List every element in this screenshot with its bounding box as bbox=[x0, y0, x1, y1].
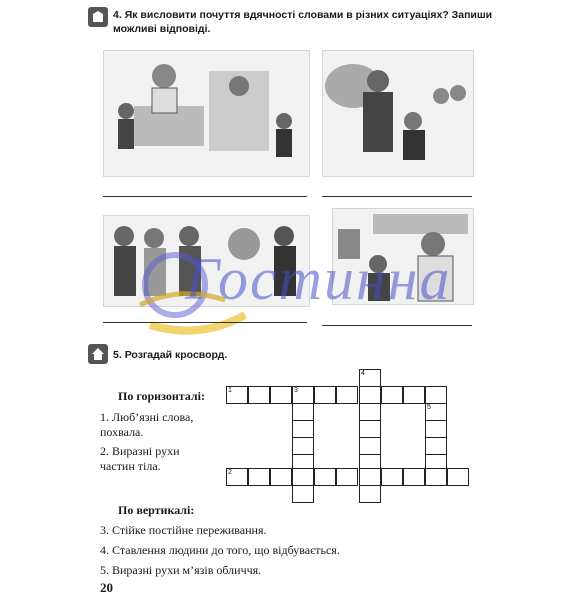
crossword-cell[interactable] bbox=[270, 386, 292, 404]
crossword-cell[interactable] bbox=[292, 420, 314, 438]
crossword-cell[interactable]: 3 bbox=[292, 386, 314, 404]
crossword-cell[interactable] bbox=[359, 403, 381, 421]
crossword-cell[interactable] bbox=[314, 468, 336, 486]
answer-line[interactable] bbox=[322, 325, 472, 326]
clue-horizontal-1: 1. Люб’язні слова, похвала. bbox=[100, 410, 194, 439]
crossword-cell[interactable] bbox=[359, 485, 381, 503]
watermark-logo: Гостинна bbox=[120, 240, 460, 350]
crossword-cell[interactable] bbox=[336, 386, 358, 404]
illustration-doctor bbox=[103, 50, 310, 177]
task5-title: 5. Розгадай кросворд. bbox=[113, 349, 228, 361]
crossword-cell[interactable] bbox=[359, 386, 381, 404]
crossword-cell[interactable] bbox=[403, 468, 425, 486]
clue-vertical-5: 5. Виразні рухи м’язів обличчя. bbox=[100, 563, 262, 577]
crossword-cell[interactable] bbox=[292, 485, 314, 503]
crossword-cell[interactable] bbox=[425, 454, 447, 472]
crossword-cell[interactable] bbox=[359, 454, 381, 472]
answer-line[interactable] bbox=[322, 196, 472, 197]
crossword-cell[interactable] bbox=[447, 468, 469, 486]
vertical-heading: По вертикалі: bbox=[118, 503, 195, 517]
crossword-cell[interactable] bbox=[359, 437, 381, 455]
answer-line[interactable] bbox=[103, 196, 307, 197]
crossword-cell[interactable] bbox=[403, 386, 425, 404]
crossword-cell[interactable] bbox=[292, 454, 314, 472]
crossword-cell[interactable]: 2 bbox=[226, 468, 248, 486]
house-icon bbox=[88, 344, 108, 364]
crossword-cell[interactable] bbox=[292, 468, 314, 486]
clue-vertical-3: 3. Стійке постійне переживання. bbox=[100, 523, 267, 537]
task-flag-icon bbox=[88, 7, 108, 27]
task4-title: 4. Як висловити почуття вдячності словами в різних ситуаціях? Запиши можливі відповіді. bbox=[113, 9, 493, 35]
illustration-street bbox=[322, 50, 474, 177]
answer-line[interactable] bbox=[103, 322, 307, 323]
crossword-cell[interactable] bbox=[425, 386, 447, 404]
crossword-cell[interactable] bbox=[425, 468, 447, 486]
clue-horizontal-2: 2. Виразні рухи частин тіла. bbox=[100, 444, 180, 473]
crossword-cell[interactable] bbox=[425, 420, 447, 438]
crossword-cell[interactable]: 4 bbox=[359, 369, 381, 387]
crossword-cell[interactable] bbox=[248, 468, 270, 486]
crossword-cell[interactable] bbox=[248, 386, 270, 404]
horizontal-heading: По горизонталі: bbox=[118, 389, 205, 403]
crossword-cell[interactable] bbox=[336, 468, 358, 486]
crossword-cell[interactable]: 5 bbox=[425, 403, 447, 421]
crossword-cell[interactable] bbox=[425, 437, 447, 455]
crossword-cell[interactable] bbox=[314, 386, 336, 404]
crossword-cell[interactable] bbox=[292, 437, 314, 455]
crossword-cell[interactable] bbox=[292, 403, 314, 421]
page-number: 20 bbox=[100, 580, 113, 595]
crossword-cell[interactable] bbox=[381, 468, 403, 486]
clue-vertical-4: 4. Ставлення людини до того, що відбувається. bbox=[100, 543, 340, 557]
crossword-cell[interactable] bbox=[381, 386, 403, 404]
crossword-cell[interactable] bbox=[359, 468, 381, 486]
crossword-cell[interactable] bbox=[359, 420, 381, 438]
crossword-cell[interactable]: 1 bbox=[226, 386, 248, 404]
crossword-cell[interactable] bbox=[270, 468, 292, 486]
